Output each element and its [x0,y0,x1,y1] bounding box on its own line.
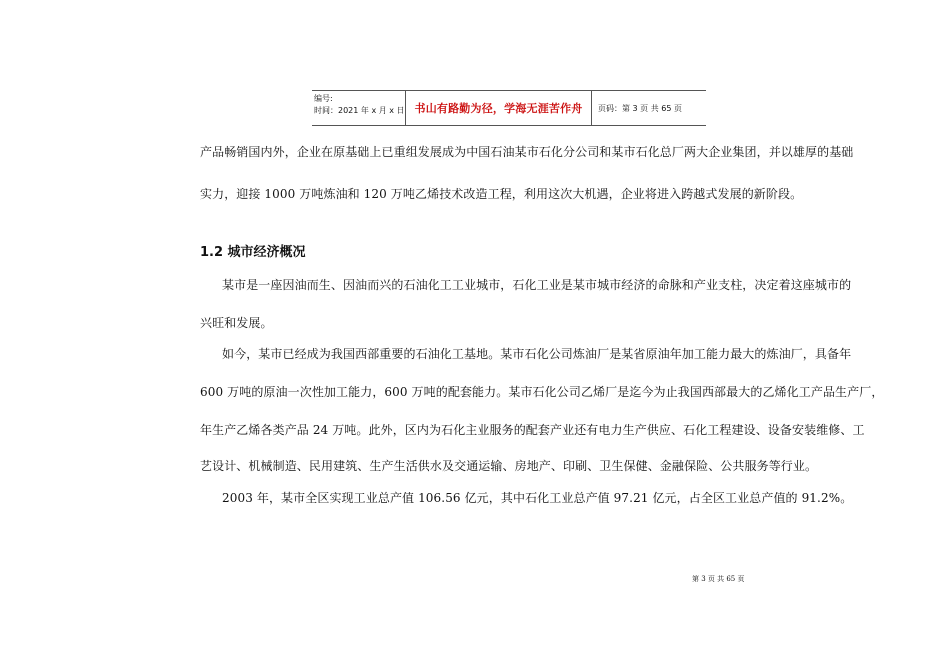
page-footer: 第 3 页 共 65 页 [692,575,745,583]
section-line-2: 兴旺和发展。 [200,316,273,330]
header-meta [312,91,406,125]
section-line-5: 年生产乙烯各类产品 24 万吨。此外，区内为石化主业服务的配套产业还有电力生产供应、石化工程建设、设备安装维修、工 [200,423,865,437]
header-motto: 书山有路勤为径，学海无涯苦作舟 [406,91,592,125]
header-page-info: 页码：第 3 页 共 65 页 [598,103,682,113]
body-line-2: 实力，迎接 1000 万吨炼油和 120 万吨乙烯技术改造工程，利用这次大机遇，企业将进入跨越式发展的新阶段。 [200,187,803,201]
header-time: 时间：2021 年 x 月 x 日 [314,106,405,115]
page-header [312,90,706,126]
body-line-1: 产品畅销国内外，企业在原基础上已重组发展成为中国石油某市石化分公司和某市石化总厂两大企业集团，并以雄厚的基础 [200,145,854,159]
section-line-1: 某市是一座因油而生、因油而兴的石油化工工业城市，石化工业是某市城市经济的命脉和产业支柱，决定着这座城市的 [222,278,852,292]
section-line-6: 艺设计、机械制造、民用建筑、生产生活供水及交通运输、房地产、印刷、卫生保健、金融保险、公共服务等行业。 [200,459,818,473]
section-line-7: 2003 年，某市全区实现工业总产值 106.56 亿元，其中石化工业总产值 97.21 亿元，占全区工业总产值的 91.2%。 [222,491,853,505]
header-number-label: 编号: [314,94,333,103]
section-line-4: 600 万吨的原油一次性加工能力，600 万吨的配套能力。某市石化公司乙烯厂是迄今为止我国西部最大的乙烯化工产品生产厂， [200,385,884,399]
section-line-3: 如今，某市已经成为我国西部重要的石油化工基地。某市石化公司炼油厂是某省原油年加工能力最大的炼油厂，具备年 [222,347,852,361]
section-heading: 1.2 城市经济概况 [200,245,306,260]
